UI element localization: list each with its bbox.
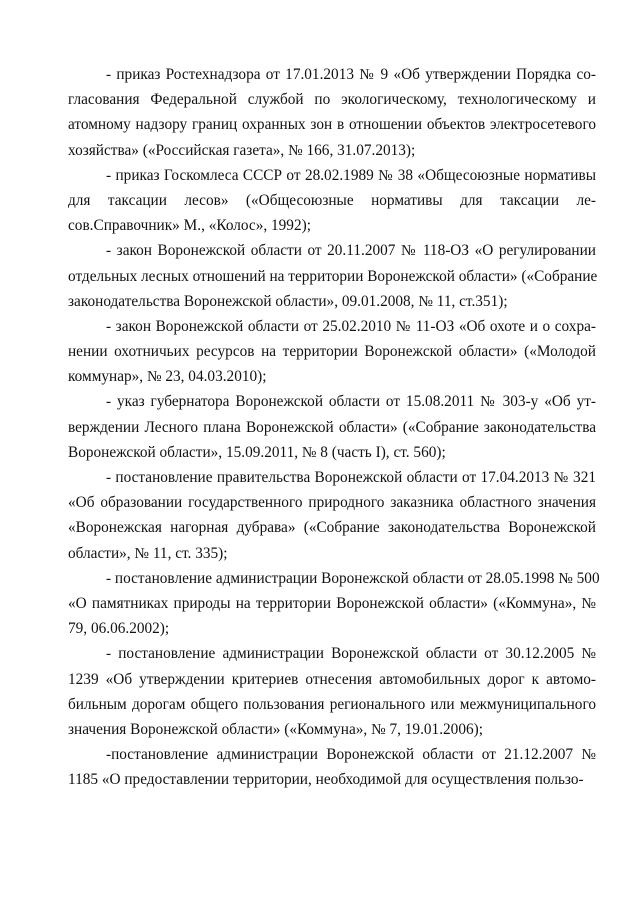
paragraph-line: - закон Воронежской области от 20.11.2007 № 118-ОЗ «О регулировании	[106, 242, 596, 260]
paragraph	[68, 238, 596, 314]
paragraph-line: - приказ Ростехнадзора от 17.01.2013 № 9 «Об утверждении Порядка со-	[106, 66, 596, 83]
paragraph-line: значения Воронежской области» («Коммуна», № 7, 19.01.2006);	[68, 720, 483, 738]
paragraph-line: 1185 «О предоставлении территории, необходимой для осуществления пользо-	[68, 771, 584, 789]
paragraph-line: нении охотничьих ресурсов на территории Воронежской области» («Молодой	[68, 343, 596, 361]
paragraph	[68, 389, 596, 465]
paragraph-line: - постановление правительства Воронежской области от 17.04.2013 № 321	[106, 469, 596, 486]
paragraph-line: верждении Лесного плана Воронежской области» («Собрание законодательства	[68, 418, 596, 436]
paragraph-line: - закон Воронежской области от 25.02.2010 № 11-ОЗ «Об охоте и о сохра-	[106, 317, 596, 335]
paragraph-line: - постановление администрации Воронежской области от 28.05.1998 № 500	[106, 569, 600, 587]
paragraph-line: атомному надзору границ охранных зон в отношении объектов электросетевого	[68, 116, 596, 134]
paragraph-line: 1239 «Об утверждении критериев отнесения автомобильных дорог к автомо-	[68, 670, 596, 688]
paragraph-line: «О памятниках природы на территории Воронежской области» («Коммуна», №	[68, 594, 596, 612]
paragraph-line: коммунар», № 23, 04.03.2010);	[68, 368, 267, 386]
paragraph-line: - указ губернатора Воронежской области от 15.08.2011 № 303-у «Об ут-	[106, 393, 596, 411]
paragraph-line: гласования Федеральной службой по экологическому, технологическому и	[68, 91, 596, 109]
paragraph-line: -постановление администрации Воронежской области от 21.12.2007 №	[106, 746, 596, 764]
paragraph-line: - постановление администрации Воронежской области от 30.12.2005 №	[106, 645, 596, 663]
paragraph	[68, 465, 596, 566]
paragraph-line: хозяйства» («Российская газета», № 166, 31.07.2013);	[68, 141, 416, 159]
paragraph-line: отдельных лесных отношений на территории Воронежской области» («Собрание	[68, 267, 598, 285]
paragraph-line: для таксации лесов» («Общесоюзные нормативы для таксации ле-	[68, 191, 596, 209]
document-body	[68, 62, 600, 792]
paragraph-line: области», № 11, ст. 335);	[68, 544, 228, 562]
paragraph-line: законодательства Воронежской области», 09.01.2008, № 11, ст.351);	[68, 292, 508, 310]
paragraph	[68, 566, 600, 642]
paragraph-line: сов.Справочник» М., «Колос», 1992);	[68, 217, 311, 235]
paragraph-line: «Об образовании государственного природного заказника областного значения	[68, 494, 596, 512]
paragraph-line: «Воронежская нагорная дубрава» («Собрание законодательства Воронежской	[68, 519, 596, 537]
paragraph-line: 79, 06.06.2002);	[68, 620, 170, 638]
paragraph	[68, 62, 596, 163]
paragraph-line: бильным дорогам общего пользования регионального или межмуниципального	[68, 695, 596, 713]
paragraph	[68, 742, 596, 792]
paragraph	[68, 641, 596, 742]
paragraph-line: - приказ Госкомлеса СССР от 28.02.1989 № 38 «Общесоюзные нормативы	[106, 166, 596, 184]
paragraph	[68, 163, 596, 239]
paragraph-line: Воронежской области», 15.09.2011, № 8 (часть I), ст. 560);	[68, 443, 446, 461]
paragraph	[68, 314, 596, 390]
